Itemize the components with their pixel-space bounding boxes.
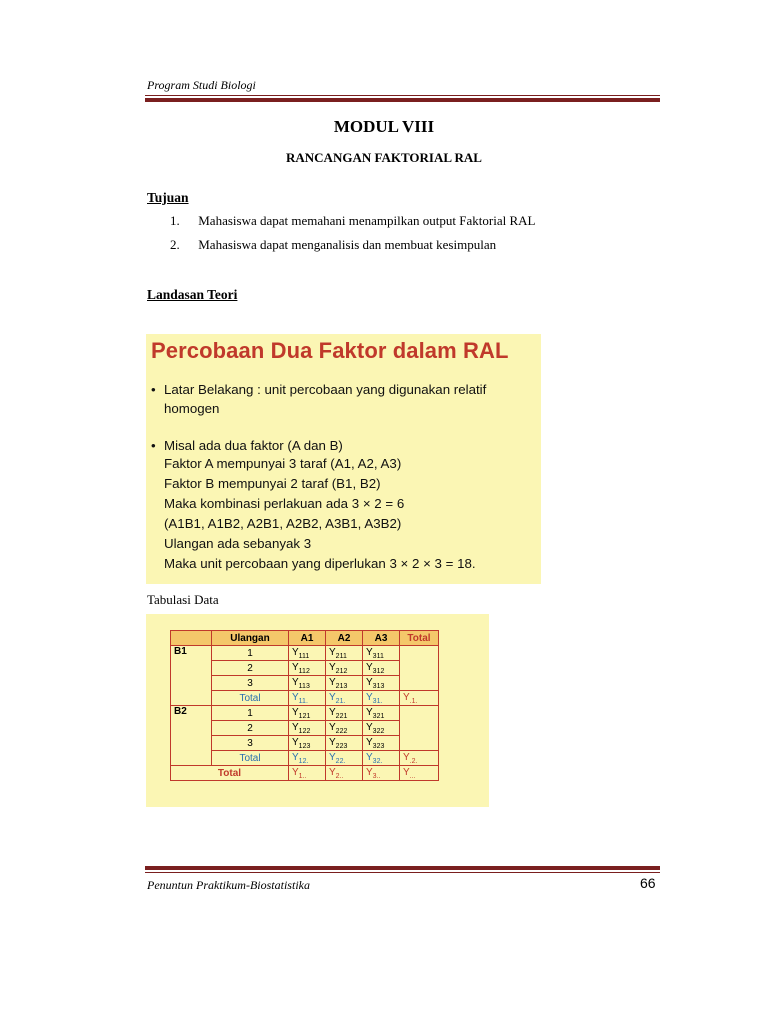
table-row [171,661,439,676]
header-program: Program Studi Biologi [147,78,256,92]
factor-b-label: B2 [171,706,212,766]
y-cell: $Y_{111}$ [289,646,326,661]
goal-item-1 [147,213,535,229]
header-cell [171,631,212,646]
header-cell: Total [400,631,439,646]
y-cell: $Y_{222}$ [326,721,363,736]
total-blank-cell [400,646,439,691]
y-cell: $Y_{121}$ [289,706,326,721]
y-cell: $Y_{122}$ [289,721,326,736]
y-cell: $Y_{312}$ [363,661,400,676]
table-row [171,676,439,691]
slide-line: Faktor B mempunyai 2 taraf (B1, B2) [164,476,381,491]
header-rule [145,95,660,102]
slide-bullet-1-line-1: Latar Belakang : unit percobaan yang digunakan relatif [164,382,487,397]
y-cell: $Y_{223}$ [326,736,363,751]
slide-line: Maka unit percobaan yang diperlukan 3 × 2 × 3 = 18. [164,556,476,571]
y-cell: $Y_{313}$ [363,676,400,691]
y-cell: $Y_{1..}$ [289,766,326,781]
table-row [171,736,439,751]
theory-slide-image [146,334,541,584]
y-cell: $Y_{211}$ [326,646,363,661]
goal-text: Mahasiswa dapat memahani menampilkan output Faktorial RAL [198,213,536,228]
y-cell: $Y_{311}$ [363,646,400,661]
y-cell: $Y_{3..}$ [363,766,400,781]
factor-b-label: B1 [171,646,212,706]
slide-title: Percobaan Dua Faktor dalam RAL [151,338,509,363]
subtotal-label: Total [212,751,289,766]
y-cell: $Y_{.2.}$ [400,751,439,766]
table-header-row [171,631,439,646]
landasan-heading: Landasan Teori [147,287,238,302]
header-cell: A1 [289,631,326,646]
slide-line: Faktor A mempunyai 3 taraf (A1, A2, A3) [164,456,402,471]
table-row [171,706,439,721]
data-table [170,630,439,781]
header-cell: Ulangan [212,631,289,646]
slide-bullet-2-line-1: Misal ada dua faktor (A dan B) [164,438,343,453]
goal-item-2 [147,237,496,253]
slide-line: (A1B1, A1B2, A2B1, A2B2, A3B1, A3B2) [164,516,402,531]
table-row-grand-total [171,766,439,781]
total-blank-cell [400,706,439,751]
header-cell: A3 [363,631,400,646]
y-cell: $Y_{32.}$ [363,751,400,766]
goal-num: 2. [170,237,180,252]
ulangan-cell: 1 [212,646,289,661]
table-row-subtotal [171,751,439,766]
y-cell: $Y_{212}$ [326,661,363,676]
footer-rule [145,866,660,873]
y-cell: $Y_{31.}$ [363,691,400,706]
y-cell: $Y_{221}$ [326,706,363,721]
module-subtitle: RANCANGAN FAKTORIAL RAL [286,150,482,165]
y-cell: $Y_{...}$ [400,766,439,781]
slide-bullet-1 [151,380,486,418]
header-cell: A2 [326,631,363,646]
y-cell: $Y_{12.}$ [289,751,326,766]
y-cell: $Y_{2..}$ [326,766,363,781]
bullet-icon: • [151,382,156,397]
ulangan-cell: 2 [212,661,289,676]
y-cell: $Y_{213}$ [326,676,363,691]
data-table-image [146,614,489,807]
tujuan-heading: Tujuan [147,190,189,205]
y-cell: $Y_{112}$ [289,661,326,676]
y-cell: $Y_{22.}$ [326,751,363,766]
ulangan-cell: 2 [212,721,289,736]
goal-num: 1. [170,213,180,228]
grand-total-label: Total [171,766,289,781]
goal-text: Mahasiswa dapat menganalisis dan membuat kesimpulan [198,237,497,252]
y-cell: $Y_{113}$ [289,676,326,691]
y-cell: $Y_{323}$ [363,736,400,751]
ulangan-cell: 1 [212,706,289,721]
y-cell: $Y_{21.}$ [326,691,363,706]
footer-title: Penuntun Praktikum-Biostatistika [147,878,310,892]
y-cell: $Y_{322}$ [363,721,400,736]
page-number: 66 [640,875,656,891]
subtotal-label: Total [212,691,289,706]
table-row [171,721,439,736]
y-cell: $Y_{321}$ [363,706,400,721]
slide-line: Maka kombinasi perlakuan ada 3 × 2 = 6 [164,496,405,511]
slide-line: Ulangan ada sebanyak 3 [164,536,312,551]
y-cell: $Y_{123}$ [289,736,326,751]
y-cell: $Y_{.1.}$ [400,691,439,706]
bullet-icon: • [151,438,156,453]
module-title: MODUL VIII [333,117,435,136]
ulangan-cell: 3 [212,676,289,691]
table-row-subtotal [171,691,439,706]
ulangan-cell: 3 [212,736,289,751]
table-row [171,646,439,661]
tabulasi-label: Tabulasi Data [147,592,219,607]
y-cell: $Y_{11.}$ [289,691,326,706]
slide-bullet-1-line-2: homogen [164,401,220,416]
slide-bullet-2 [151,436,343,455]
